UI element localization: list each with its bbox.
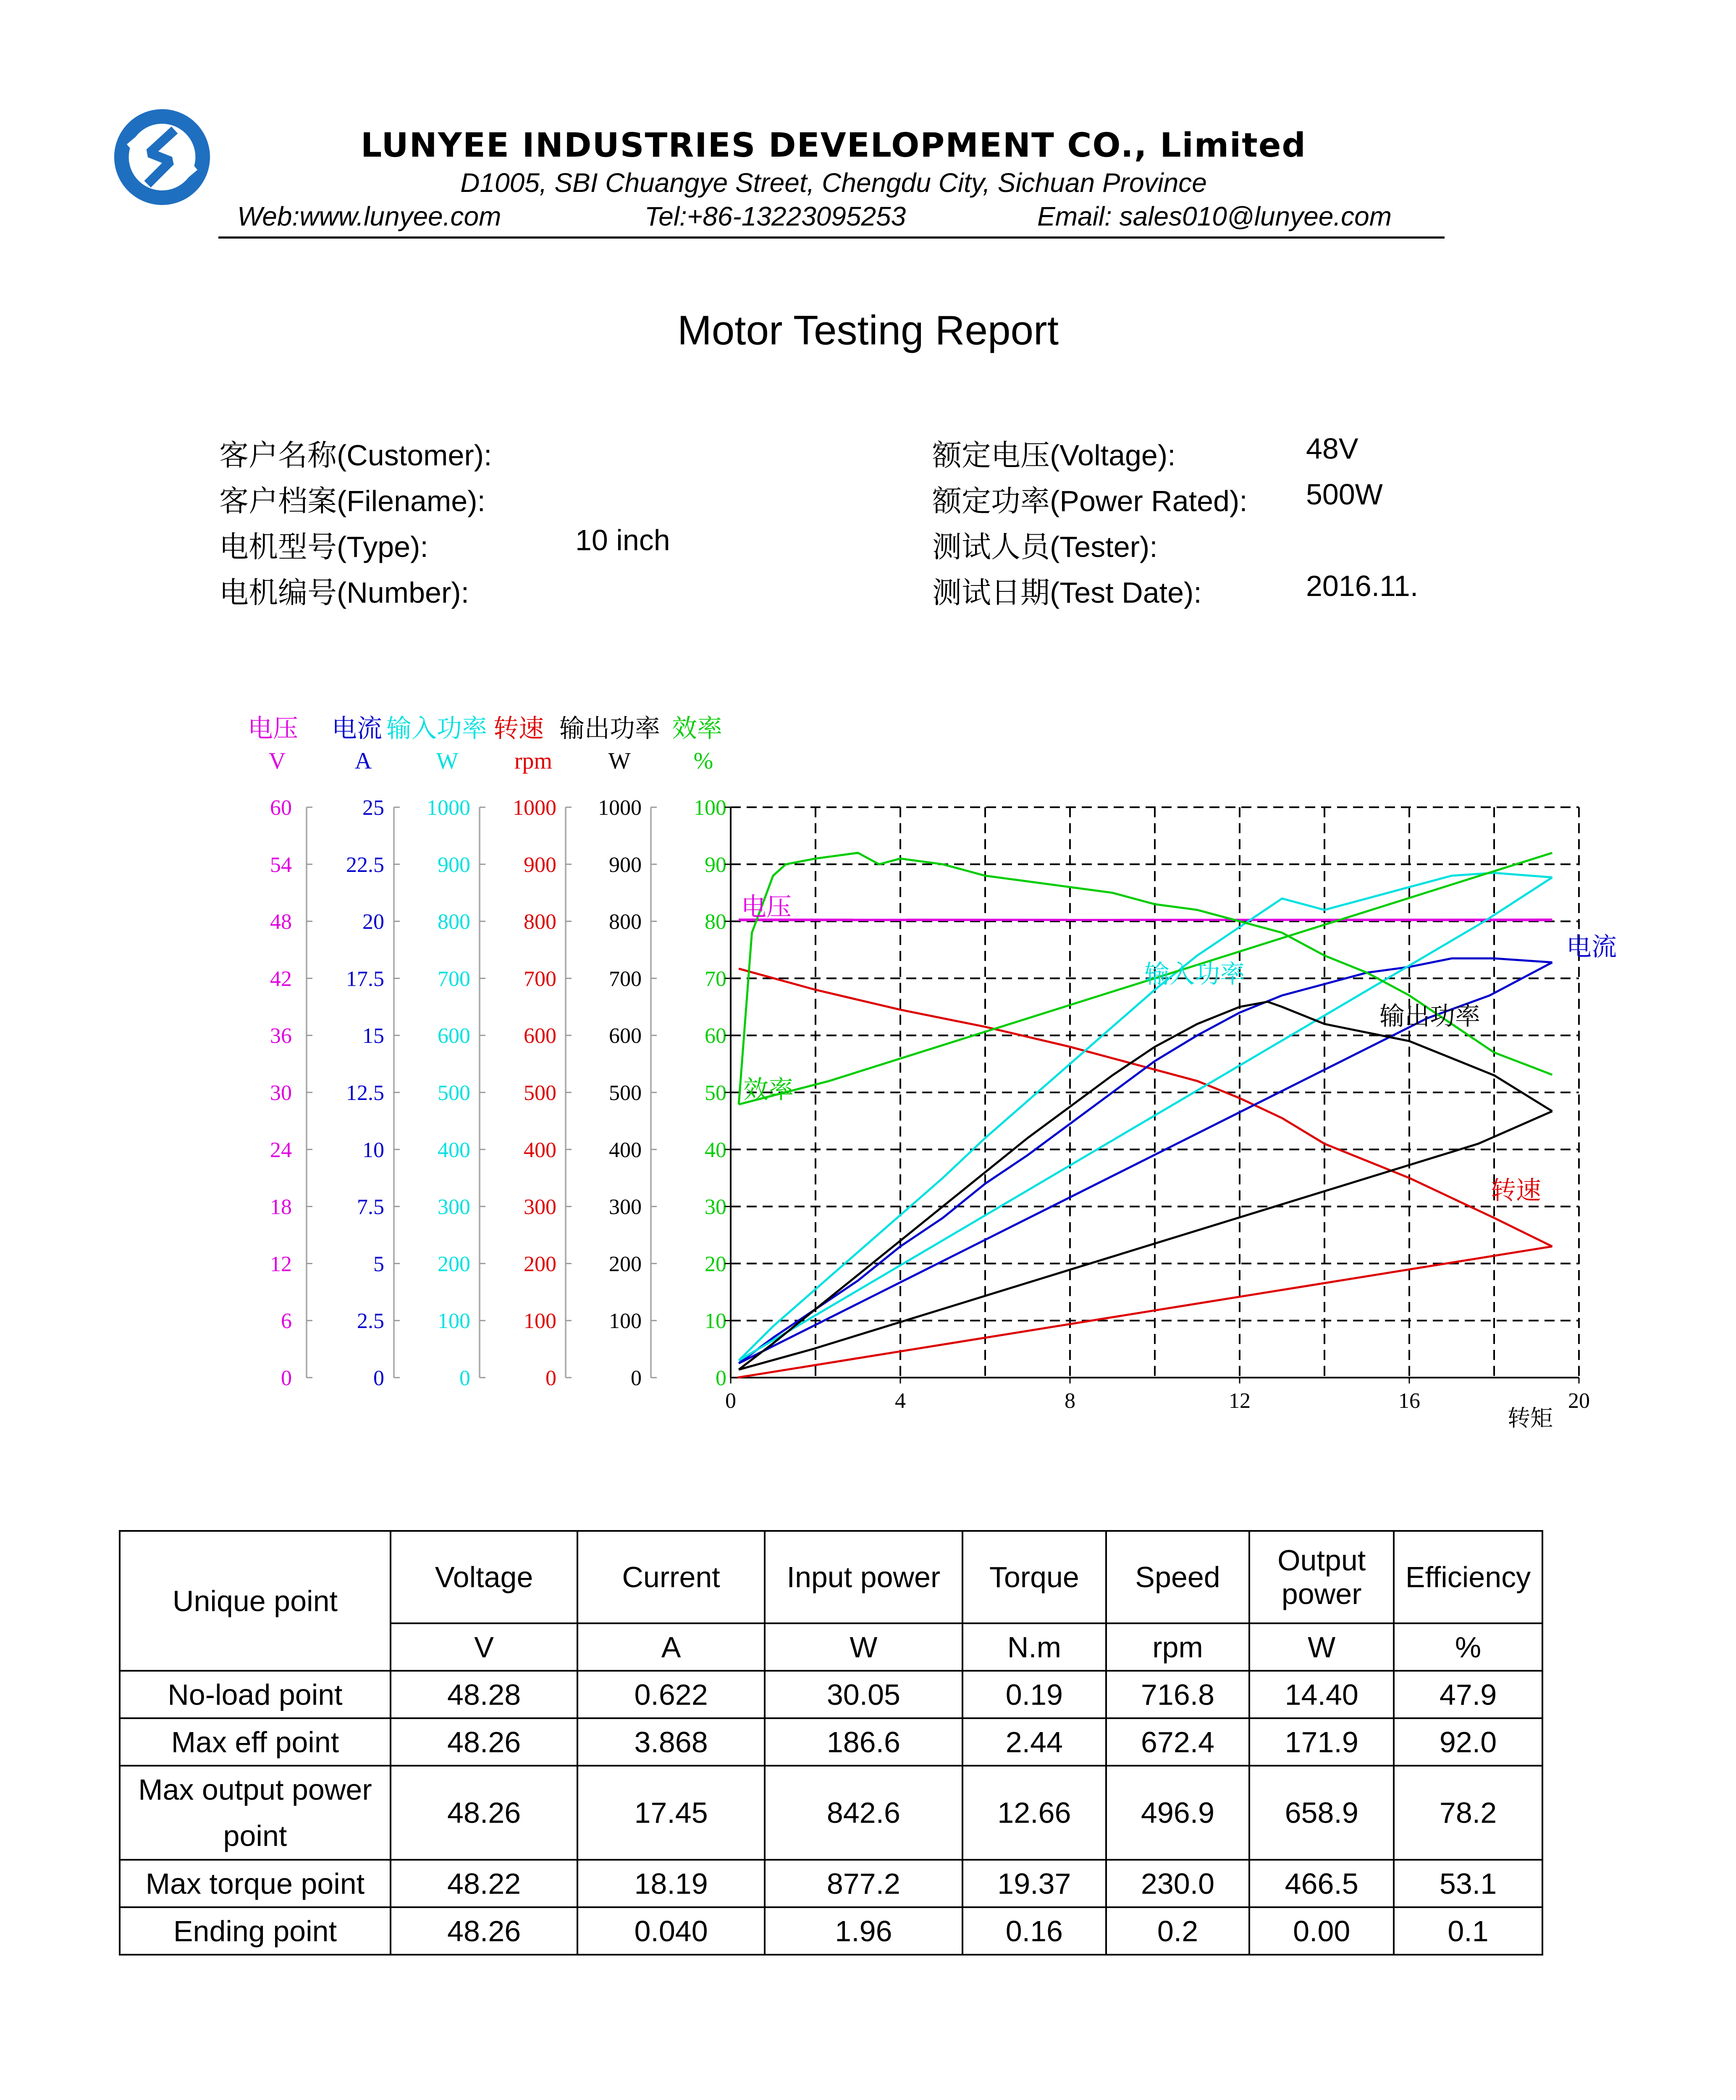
tick-label-efficiency: 20 [705, 1252, 726, 1276]
cell-speed: 672.4 [1106, 1718, 1250, 1766]
tick-label-output_power: 200 [609, 1252, 642, 1276]
table-row [120, 1907, 1542, 1955]
tick-label-output_power: 700 [609, 967, 642, 991]
tick-label-voltage: 60 [270, 796, 292, 820]
series-input_power-return [739, 877, 1552, 1360]
unit-voltage: V [391, 1623, 577, 1671]
tick-label-input_power: 900 [438, 853, 470, 877]
tick-label-current: 15 [362, 1024, 384, 1048]
customer-label: 客户名称(Customer): [219, 439, 492, 472]
tick-label-current: 10 [362, 1138, 384, 1162]
axis-unit-input-power: W [436, 748, 459, 774]
x-tick-label: 8 [1065, 1389, 1075, 1413]
unit-current: A [577, 1623, 764, 1671]
tick-label-output_power: 1000 [598, 796, 642, 820]
cell-current: 18.19 [577, 1860, 764, 1907]
tick-label-voltage: 42 [270, 967, 292, 991]
axis-title-output-power: 输出功率 [559, 715, 660, 743]
tick-label-voltage: 0 [281, 1366, 292, 1390]
axis-title-voltage: 电压 [248, 715, 298, 743]
axis-unit-efficiency: % [693, 748, 713, 774]
cell-efficiency: 0.1 [1394, 1907, 1542, 1955]
tick-label-efficiency: 80 [705, 910, 726, 934]
cell-input-power: 842.6 [765, 1766, 962, 1860]
tick-label-input_power: 600 [438, 1024, 470, 1048]
cell-current: 0.622 [577, 1671, 764, 1718]
test-date-value: 2016.11. [1306, 570, 1419, 602]
number-label: 电机编号(Number): [219, 576, 469, 609]
x-tick-label: 20 [1568, 1389, 1590, 1413]
axis-title-input-power: 输入功率 [386, 715, 487, 743]
cell-current: 0.040 [577, 1907, 764, 1955]
website-text: Web:www.lunyee.com [237, 201, 501, 231]
tick-label-voltage: 36 [270, 1024, 292, 1048]
tick-label-input_power: 0 [459, 1366, 470, 1390]
header-torque: Torque [962, 1531, 1106, 1623]
tick-label-efficiency: 10 [705, 1309, 726, 1334]
tick-label-current: 2.5 [357, 1309, 384, 1334]
tick-label-efficiency: 90 [705, 853, 726, 877]
tester-label: 测试人员(Tester): [932, 530, 1158, 563]
tick-label-current: 12.5 [346, 1081, 384, 1105]
tick-label-current: 25 [362, 796, 384, 820]
tick-label-efficiency: 70 [705, 967, 726, 991]
unit-torque: N.m [962, 1623, 1106, 1671]
cell-efficiency: 53.1 [1394, 1860, 1542, 1907]
telephone-text: Tel:+86-13223095253 [645, 201, 906, 231]
header-voltage: Voltage [391, 1531, 577, 1623]
cell-input-power: 1.96 [765, 1907, 962, 1955]
cell-current: 3.868 [577, 1718, 764, 1766]
x-tick-label: 4 [895, 1389, 906, 1413]
tick-label-speed: 0 [545, 1366, 556, 1390]
unique-points-table [119, 1530, 1543, 1956]
tick-label-efficiency: 60 [705, 1024, 726, 1048]
tick-label-speed: 800 [524, 910, 556, 934]
cell-torque: 0.16 [962, 1907, 1106, 1955]
series-output_power [739, 1002, 1552, 1370]
type-label: 电机型号(Type): [219, 530, 428, 563]
axis-unit-current: A [354, 748, 372, 774]
row-name: Max torque point [120, 1860, 391, 1907]
series-layer [737, 853, 1552, 1378]
tick-label-input_power: 100 [438, 1309, 470, 1334]
x-tick-label: 12 [1229, 1389, 1251, 1413]
x-axis-label: 转矩 [1508, 1406, 1553, 1431]
tick-label-efficiency: 40 [705, 1138, 726, 1162]
unit-efficiency: % [1394, 1623, 1542, 1671]
unit-input-power: W [765, 1623, 962, 1671]
unit-output-power: W [1249, 1623, 1394, 1671]
company-logo-icon [110, 105, 214, 209]
tick-label-efficiency: 0 [716, 1366, 726, 1390]
tick-label-voltage: 18 [270, 1195, 292, 1219]
tick-label-output_power: 0 [631, 1366, 642, 1390]
company-name: LUNYEE INDUSTRIES DEVELOPMENT CO., Limited [361, 126, 1306, 165]
header-current: Current [577, 1531, 764, 1623]
x-tick-label: 0 [725, 1389, 736, 1413]
cell-input-power: 877.2 [765, 1860, 962, 1907]
tick-label-input_power: 1000 [427, 796, 470, 820]
cell-voltage: 48.26 [391, 1907, 577, 1955]
cell-input-power: 186.6 [765, 1718, 962, 1766]
cell-torque: 0.19 [962, 1671, 1106, 1718]
cell-voltage: 48.28 [391, 1671, 577, 1718]
row-name: No-load point [120, 1671, 391, 1718]
tick-label-efficiency: 50 [705, 1081, 726, 1105]
series-label-output-power: 输出功率 [1379, 1003, 1480, 1030]
tick-label-output_power: 500 [609, 1081, 642, 1105]
cell-voltage: 48.26 [391, 1766, 577, 1860]
tick-label-current: 20 [362, 910, 384, 934]
grid-layer [725, 807, 1590, 1413]
tick-label-current: 0 [373, 1366, 384, 1390]
tick-label-output_power: 800 [609, 910, 642, 934]
motor-performance-chart [235, 710, 1617, 1431]
tick-label-speed: 700 [524, 967, 556, 991]
filename-label: 客户档案(Filename): [219, 485, 485, 517]
cell-torque: 2.44 [962, 1718, 1106, 1766]
rated-voltage-label: 额定电压(Voltage): [932, 439, 1176, 472]
tick-label-speed: 900 [524, 853, 556, 877]
table-row [120, 1860, 1542, 1907]
tick-label-input_power: 800 [438, 910, 470, 934]
tick-label-speed: 500 [524, 1081, 556, 1105]
header-output-power: Output power [1249, 1531, 1394, 1623]
tick-label-input_power: 300 [438, 1195, 470, 1219]
tick-label-voltage: 12 [270, 1252, 292, 1276]
axis-title-efficiency: 效率 [672, 715, 722, 743]
cell-output-power: 466.5 [1249, 1860, 1394, 1907]
cell-speed: 716.8 [1106, 1671, 1250, 1718]
tick-label-output_power: 400 [609, 1138, 642, 1162]
cell-output-power: 14.40 [1249, 1671, 1394, 1718]
header-input-power: Input power [765, 1531, 962, 1623]
tick-label-speed: 600 [524, 1024, 556, 1048]
row-name: Max output power point [120, 1766, 391, 1860]
series-label-speed: 转速 [1491, 1177, 1541, 1205]
tick-label-speed: 1000 [513, 796, 556, 820]
cell-current: 17.45 [577, 1766, 764, 1860]
cell-torque: 19.37 [962, 1860, 1106, 1907]
tick-label-current: 7.5 [357, 1195, 384, 1219]
tick-label-voltage: 30 [270, 1081, 292, 1105]
rated-power-label: 额定功率(Power Rated): [932, 485, 1248, 517]
cell-speed: 0.2 [1106, 1907, 1250, 1955]
series-label-current: 电流 [1566, 933, 1617, 961]
cell-efficiency: 47.9 [1394, 1671, 1542, 1718]
rated-voltage-value: 48V [1306, 432, 1358, 465]
tick-label-output_power: 100 [609, 1309, 642, 1334]
header-efficiency: Efficiency [1394, 1531, 1542, 1623]
table-row [120, 1766, 1542, 1860]
tick-label-input_power: 400 [438, 1138, 470, 1162]
cell-speed: 230.0 [1106, 1860, 1250, 1907]
series-speed-return [737, 1247, 1552, 1378]
tick-label-speed: 100 [524, 1309, 556, 1334]
report-title: Motor Testing Report [677, 307, 1059, 353]
tick-label-efficiency: 100 [694, 796, 726, 820]
x-tick-label: 16 [1398, 1389, 1420, 1413]
header-unique-point: Unique point [120, 1531, 391, 1671]
cell-voltage: 48.26 [391, 1718, 577, 1766]
cell-torque: 12.66 [962, 1766, 1106, 1860]
cell-speed: 496.9 [1106, 1766, 1250, 1860]
tick-label-speed: 200 [524, 1252, 556, 1276]
axes-layer [270, 796, 726, 1390]
cell-output-power: 658.9 [1249, 1766, 1394, 1860]
tick-label-voltage: 6 [281, 1309, 292, 1334]
series-label-efficiency: 效率 [743, 1076, 794, 1104]
tick-label-input_power: 700 [438, 967, 470, 991]
tick-label-speed: 300 [524, 1195, 556, 1219]
cell-efficiency: 92.0 [1394, 1718, 1542, 1766]
tick-label-output_power: 300 [609, 1195, 642, 1219]
tick-label-current: 17.5 [346, 967, 384, 991]
row-name: Max eff point [120, 1718, 391, 1766]
unit-speed: rpm [1106, 1623, 1250, 1671]
axis-title-current: 电流 [332, 715, 382, 743]
cell-voltage: 48.22 [391, 1860, 577, 1907]
contact-line [218, 201, 1663, 234]
cell-output-power: 0.00 [1249, 1907, 1394, 1955]
axis-unit-voltage: V [268, 748, 286, 774]
row-name: Ending point [120, 1907, 391, 1955]
rated-power-value: 500W [1306, 478, 1383, 511]
series-label-voltage: 电压 [741, 893, 792, 921]
test-date-label: 测试日期(Test Date): [932, 576, 1202, 609]
tick-label-efficiency: 30 [705, 1195, 726, 1219]
axis-unit-output-power: W [608, 748, 631, 774]
tick-label-current: 5 [373, 1252, 384, 1276]
series-input_power [739, 873, 1552, 1360]
tick-label-output_power: 600 [609, 1024, 642, 1048]
tick-label-voltage: 24 [270, 1138, 292, 1162]
table-row [120, 1718, 1542, 1766]
series-label-input-power: 输入功率 [1144, 961, 1245, 988]
tick-label-speed: 400 [524, 1138, 556, 1162]
cell-input-power: 30.05 [765, 1671, 962, 1718]
cell-output-power: 171.9 [1249, 1718, 1394, 1766]
tick-label-output_power: 900 [609, 853, 642, 877]
axis-unit-speed: rpm [514, 748, 553, 774]
tick-label-voltage: 54 [270, 853, 292, 877]
tick-label-input_power: 500 [438, 1081, 470, 1105]
email-text: Email: sales010@lunyee.com [1037, 201, 1392, 231]
company-address: D1005, SBI Chuangye Street, Chengdu City, Sichuan Province [460, 168, 1207, 198]
type-value: 10 inch [575, 524, 670, 556]
header-divider [218, 236, 1445, 239]
table-row [120, 1671, 1542, 1718]
cell-efficiency: 78.2 [1394, 1766, 1542, 1860]
tick-label-voltage: 48 [270, 910, 292, 934]
axis-title-speed: 转速 [493, 715, 544, 743]
header-speed: Speed [1106, 1531, 1250, 1623]
tick-label-current: 22.5 [346, 853, 384, 877]
tick-label-input_power: 200 [438, 1252, 470, 1276]
